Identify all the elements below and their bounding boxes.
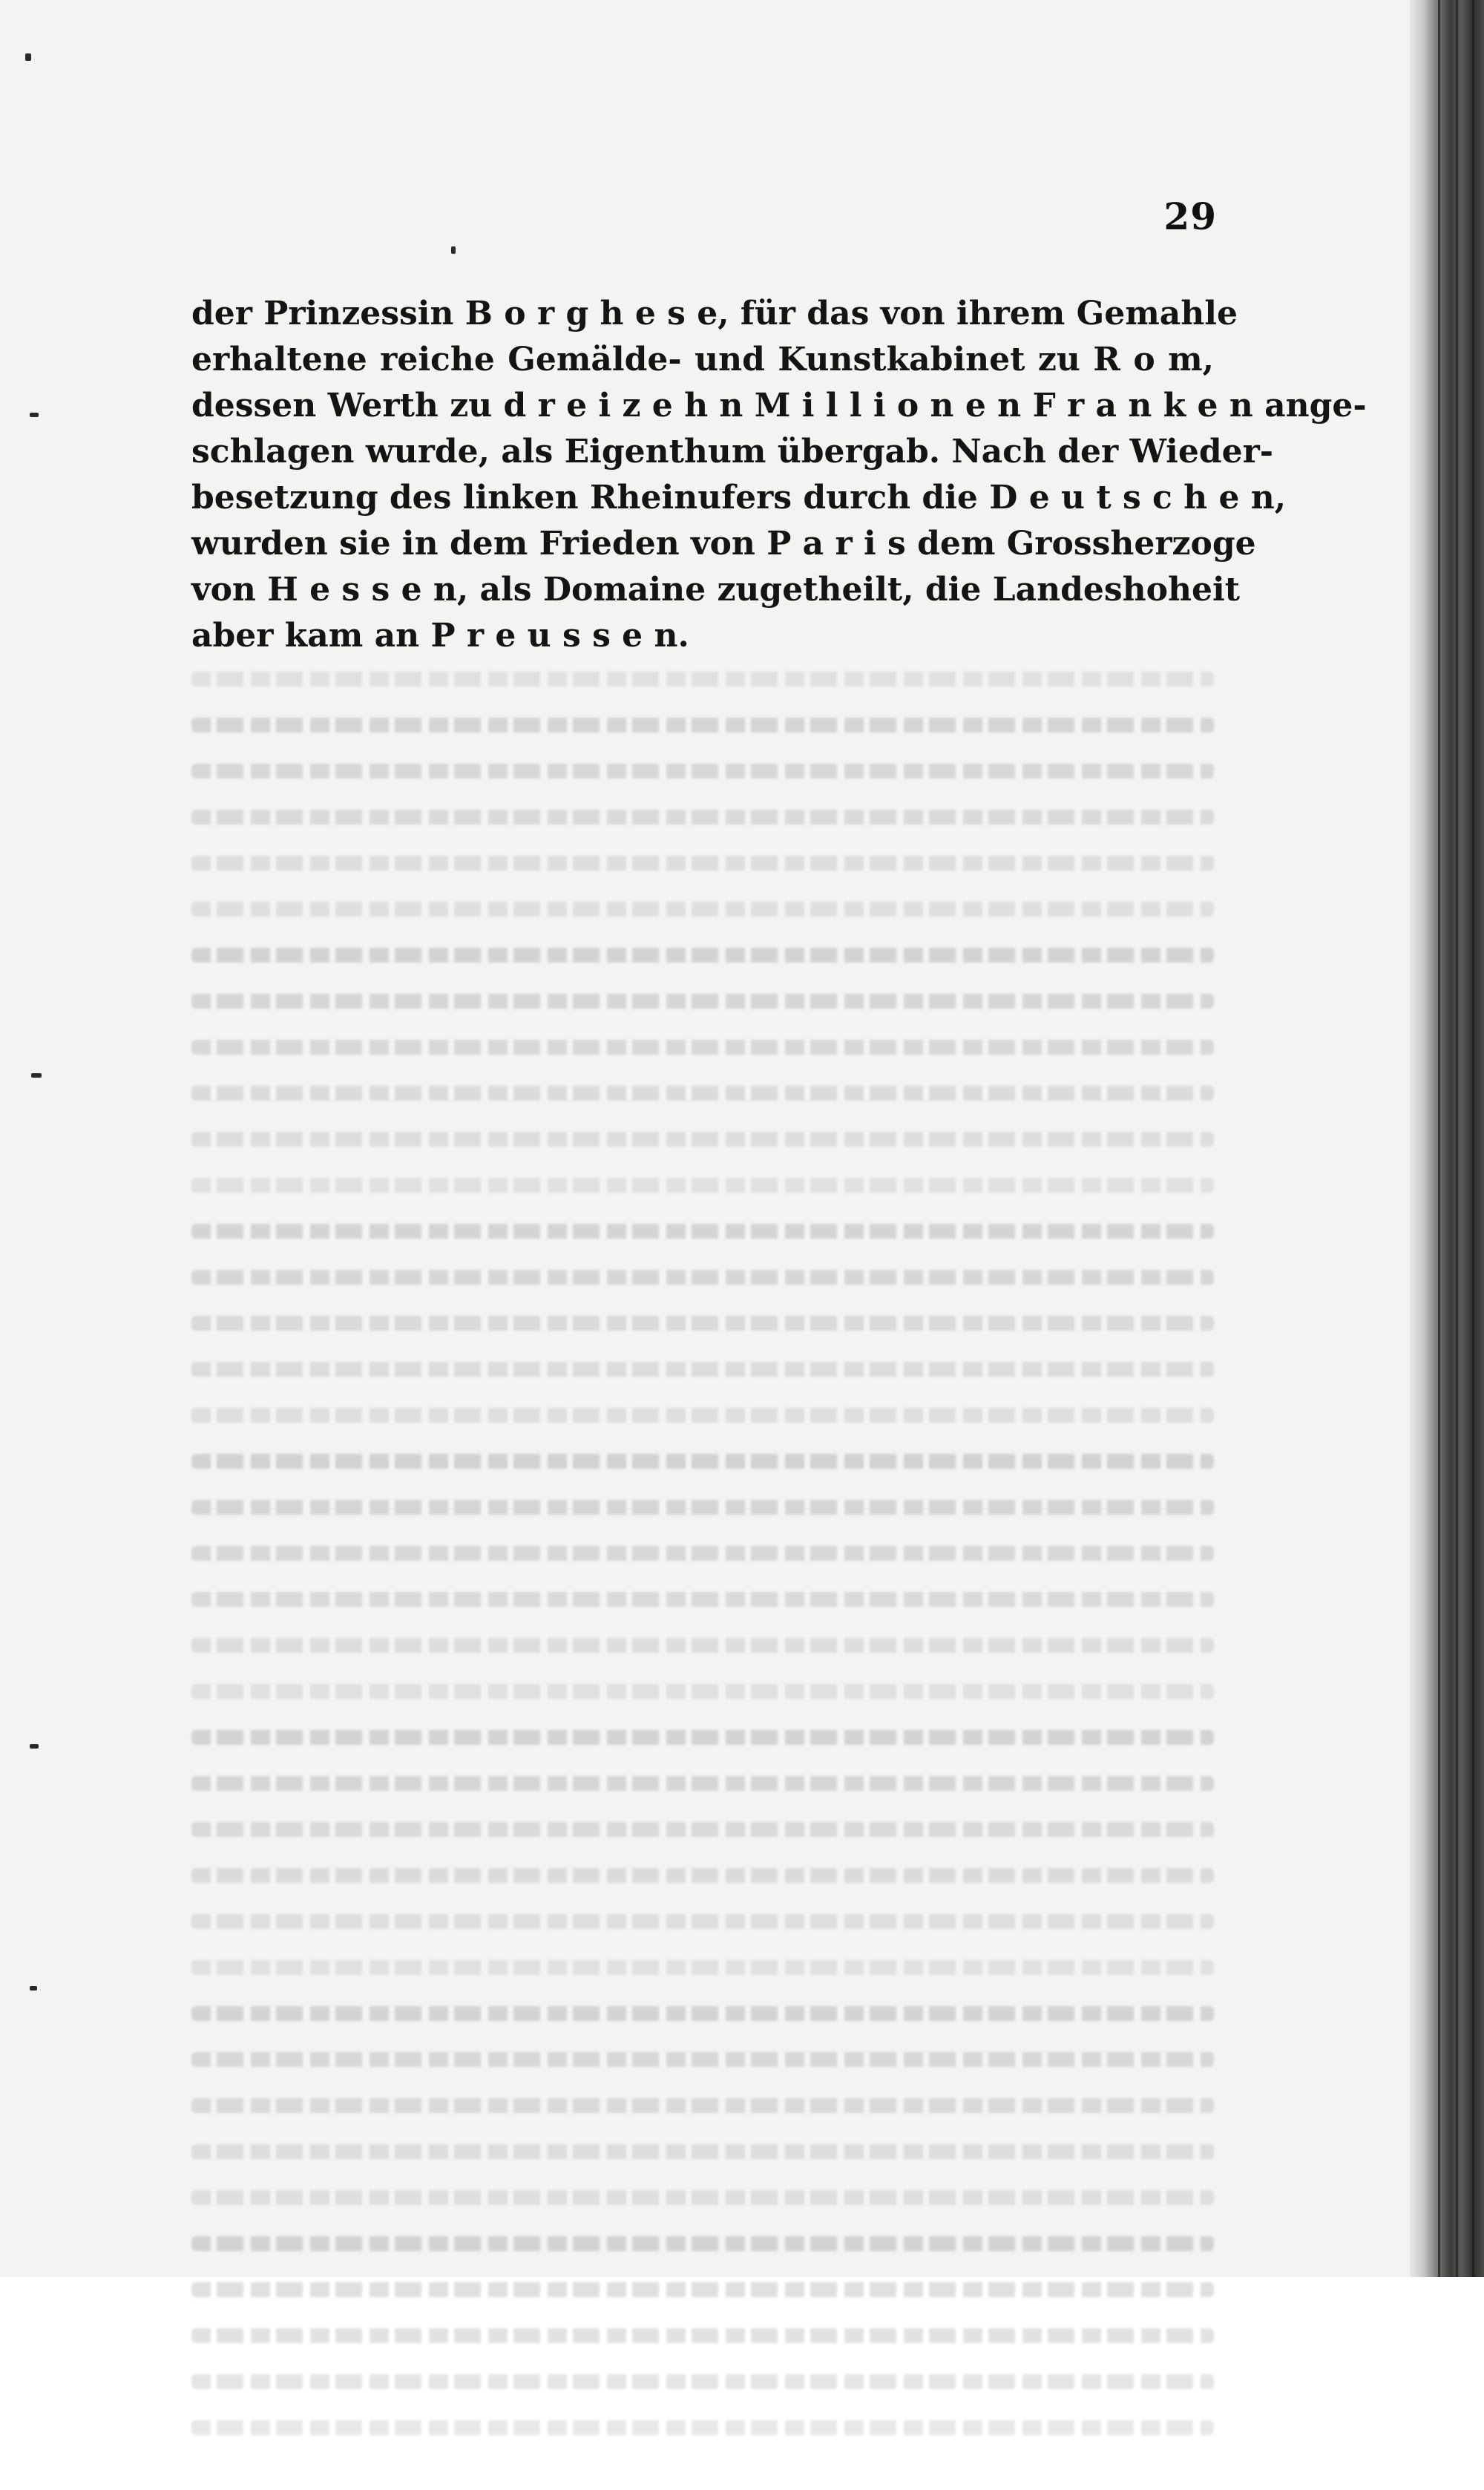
bleed-line (191, 2328, 1214, 2343)
text-line: wurden sie in dem Frieden von P a r i s dem Grossherzoge (191, 525, 1256, 563)
scan-speck (451, 246, 456, 254)
body-text (191, 291, 1367, 659)
text-line: von H e s s e n, als Domaine zugetheilt, die Landeshoheit (191, 571, 1241, 609)
binding-line (1456, 0, 1458, 2277)
book-binding-edge (1410, 0, 1484, 2277)
scan-speck (30, 1986, 37, 1991)
text-line: aber kam an P r e u s s e n. (191, 617, 689, 655)
scan-speck (30, 1744, 39, 1749)
binding-line (1472, 0, 1474, 2277)
bleed-line (191, 2374, 1214, 2389)
text-line: schlagen wurde, als Eigenthum übergab. Nach der Wieder- (191, 433, 1274, 471)
scan-speck (30, 413, 39, 417)
bleed-line (191, 2282, 1214, 2297)
text-line: dessen Werth zu d r e i z e h n M i l l i o n e n F r a n k e n ange- (191, 387, 1367, 425)
text-line: der Prinzessin B o r g h e s e, für das von ihrem Gemahle (191, 295, 1238, 332)
scan-speck (25, 53, 31, 61)
binding-line (1438, 0, 1440, 2277)
bleed-line (191, 2420, 1214, 2435)
text-line: erhaltene reiche Gemälde- und Kunstkabinet zu R o m, (191, 341, 1214, 379)
scan-speck (31, 1073, 42, 1078)
text-line: besetzung des linken Rheinufers durch die D e u t s c h e n, (191, 479, 1287, 517)
page-number: 29 (1163, 194, 1217, 238)
